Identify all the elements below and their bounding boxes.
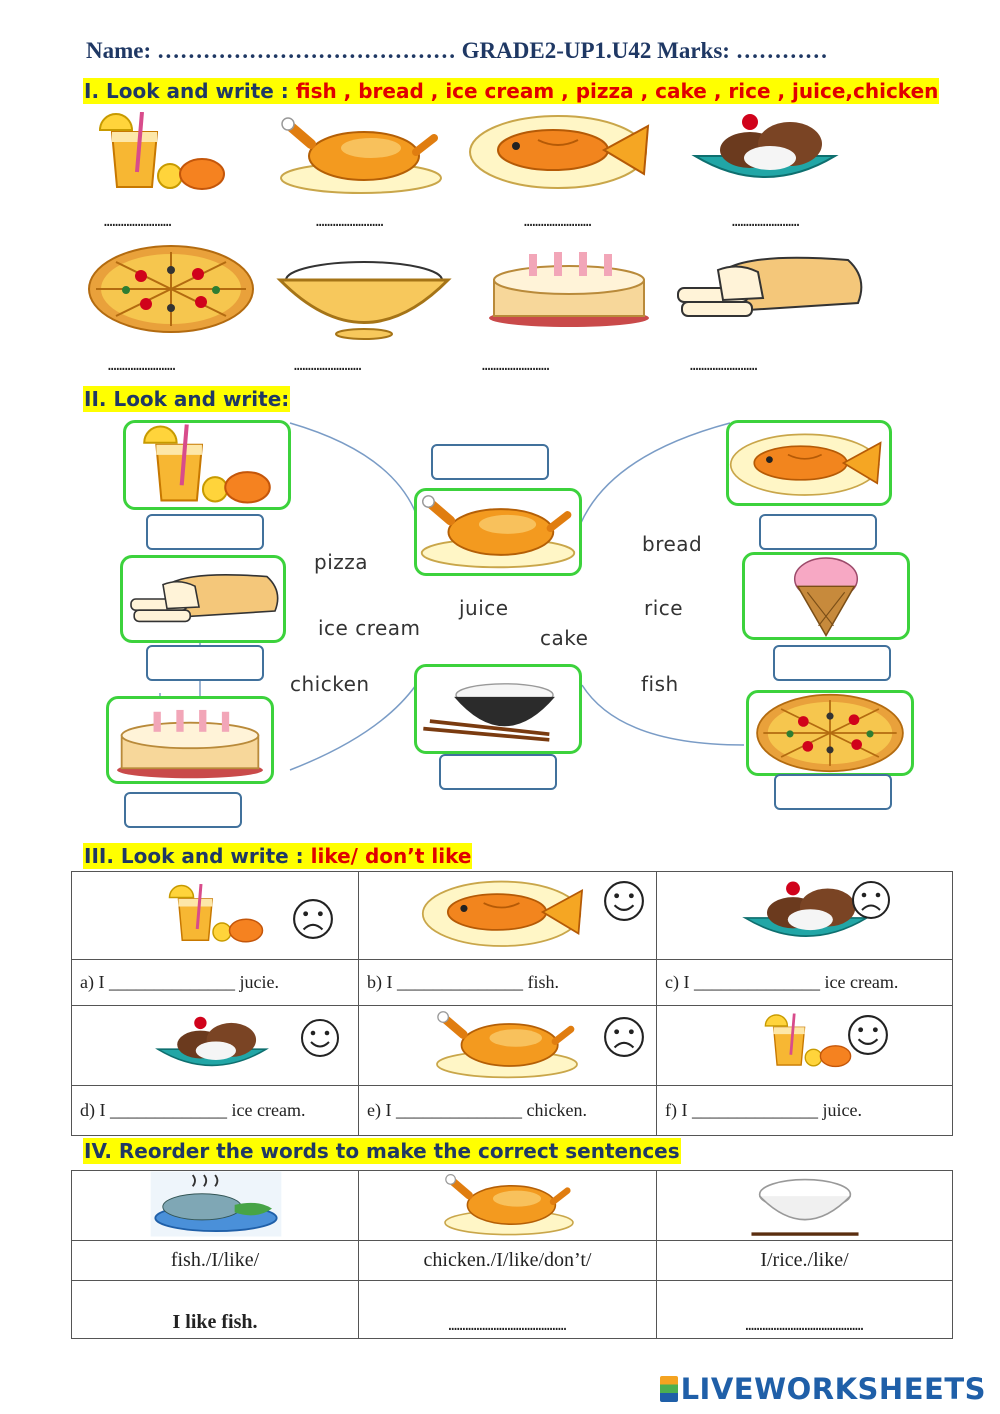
scrambled-words: fish./I/like/ (72, 1241, 359, 1281)
rice-bowl-icon (741, 1173, 869, 1239)
picture-cell (72, 1006, 359, 1086)
word-ice-cream[interactable]: ice cream (318, 616, 421, 640)
bread-image (668, 248, 868, 328)
sentence-b: b) I ______________ fish. (367, 972, 559, 992)
sentence-cell[interactable] (359, 960, 657, 1006)
pizza-image (86, 244, 256, 334)
blank-line[interactable]: …………………… (294, 358, 362, 374)
section1-word-bank: fish , bread , ice cream , pizza , cake , rice , juice,chicken (295, 79, 939, 103)
like-table (71, 871, 953, 1136)
section3-title (83, 843, 472, 869)
picture-cell (657, 872, 953, 960)
happy-face-icon (847, 1014, 889, 1056)
happy-face-icon (300, 1018, 340, 1058)
marks-label: Marks: ………… (657, 38, 828, 63)
cake-image (484, 240, 654, 330)
sentence-cell[interactable] (657, 960, 953, 1006)
answer-example: I like fish. (72, 1281, 359, 1339)
sentence-cell[interactable] (72, 960, 359, 1006)
word-pizza[interactable]: pizza (314, 550, 369, 574)
picture-cell (359, 1006, 657, 1086)
answer-box-fish[interactable] (759, 514, 877, 550)
chicken-icon (431, 1010, 583, 1080)
pizza-icon (749, 693, 911, 773)
fish-image (468, 110, 658, 190)
happy-face-icon (603, 880, 645, 922)
sentence-cell[interactable] (72, 1086, 359, 1136)
reorder-table (71, 1170, 953, 1339)
picture-bread (120, 555, 286, 643)
blank-line[interactable]: …………………… (316, 214, 384, 230)
juice-icon (156, 878, 276, 950)
blank-line[interactable]: …………………… (108, 358, 176, 374)
name-label: Name: ………………………………… (86, 38, 456, 63)
section1-title-prefix: I. Look and write : (84, 79, 296, 103)
word-juice[interactable]: juice (459, 596, 509, 620)
sad-face-icon (292, 898, 334, 940)
word-cake[interactable]: cake (540, 626, 589, 650)
sentence-cell[interactable] (359, 1086, 657, 1136)
scrambled-words: I/rice./like/ (657, 1241, 953, 1281)
answer-line[interactable]: …………………………………… (359, 1281, 657, 1339)
blank-line[interactable]: …………………… (482, 358, 550, 374)
picture-cell (359, 872, 657, 960)
picture-rice (414, 664, 582, 754)
answer-box-bread[interactable] (146, 645, 264, 681)
chicken-icon (439, 1173, 579, 1237)
blank-line[interactable]: …………………… (524, 214, 592, 230)
picture-ice-cream (742, 552, 910, 640)
bread-icon (123, 558, 283, 640)
sentence-e: e) I ______________ chicken. (367, 1100, 587, 1120)
answer-box-pizza[interactable] (774, 774, 892, 810)
sentence-f: f) I ______________ juice. (665, 1100, 862, 1120)
chicken-image (276, 116, 446, 196)
section2-title: II. Look and write: (84, 387, 290, 411)
chicken-icon (417, 491, 579, 573)
sentence-a: a) I ______________ jucie. (80, 972, 279, 992)
sundae-icon (154, 1008, 270, 1078)
sad-face-icon (603, 1016, 645, 1058)
answer-box-rice[interactable] (439, 754, 557, 790)
sentence-d: d) I _____________ ice cream. (80, 1100, 306, 1120)
cake-icon (109, 699, 271, 781)
scrambled-words: chicken./I/like/don’t/ (359, 1241, 657, 1281)
picture-cake (106, 696, 274, 784)
section4-title: IV. Reorder the words to make the correct sentences (84, 1139, 680, 1163)
sad-face-icon (851, 880, 891, 920)
juice-icon (126, 423, 288, 507)
picture-pizza (746, 690, 914, 776)
sentence-cell[interactable] (657, 1086, 953, 1136)
ice-cream-cone-icon (745, 555, 907, 637)
rice-bowl-icon (417, 667, 579, 751)
picture-chicken (414, 488, 582, 576)
picture-fish (726, 420, 892, 506)
word-fish[interactable]: fish (641, 672, 679, 696)
fish-plate-icon (146, 1171, 286, 1237)
blank-line[interactable]: …………………… (690, 358, 758, 374)
picture-cell (657, 1171, 953, 1241)
answer-box-chicken[interactable] (431, 444, 549, 480)
picture-cell (72, 1171, 359, 1241)
logo-text: LIVEWORKSHEETS (680, 1372, 986, 1406)
blank-line[interactable]: …………………… (104, 214, 172, 230)
word-bread[interactable]: bread (642, 532, 703, 556)
section1-title (83, 78, 939, 104)
word-rice[interactable]: rice (644, 596, 684, 620)
blank-line[interactable]: …………………… (732, 214, 800, 230)
answer-box-ice-cream[interactable] (773, 645, 891, 681)
grade-label: GRADE2-UP1.U42 (461, 38, 652, 63)
liveworksheets-logo (660, 1372, 986, 1406)
logo-icon (660, 1376, 678, 1402)
answer-box-cake[interactable] (124, 792, 242, 828)
section3-title-highlight: like/ don’t like (310, 844, 472, 868)
answer-line[interactable]: …………………………………… (657, 1281, 953, 1339)
answer-box-juice[interactable] (146, 514, 264, 550)
fish-icon (421, 874, 591, 950)
section3-title-prefix: III. Look and write : (84, 844, 311, 868)
picture-cell (657, 1006, 953, 1086)
sundae-image (690, 108, 840, 188)
header-title (86, 38, 828, 64)
picture-juice (123, 420, 291, 510)
picture-cell (359, 1171, 657, 1241)
juice-image (82, 112, 242, 192)
rice-bowl-image (274, 250, 454, 340)
fish-icon (729, 423, 889, 503)
picture-cell (72, 872, 359, 960)
sentence-c: c) I ______________ ice cream. (665, 972, 899, 992)
word-chicken[interactable]: chicken (290, 672, 370, 696)
